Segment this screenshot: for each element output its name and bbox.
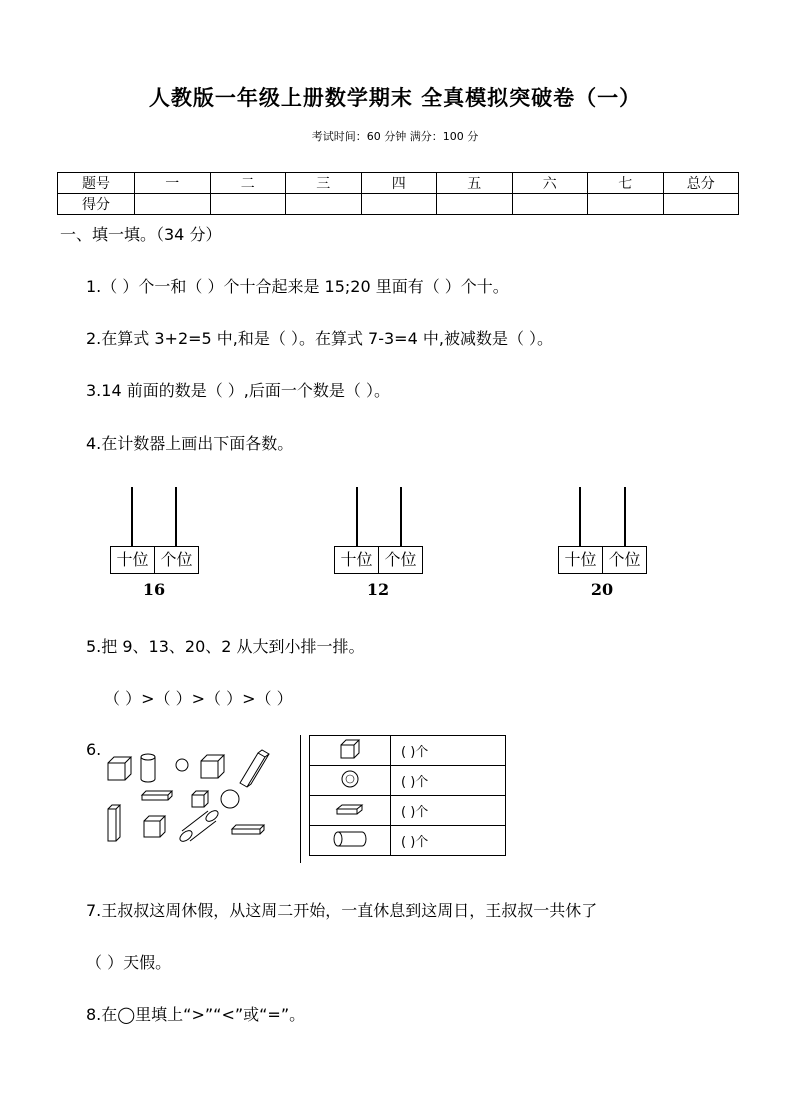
question-3: 3.14 前面的数是（ ）,后面一个数是（ ）。 xyxy=(86,381,390,400)
cube-icon xyxy=(310,736,391,766)
abacus-number: 20 xyxy=(590,580,614,599)
score-header-cell: 一 xyxy=(135,173,211,194)
tens-label: 十位 xyxy=(564,550,597,569)
shape-count-blank[interactable]: ( )个 xyxy=(391,766,506,796)
score-row-label: 得分 xyxy=(58,194,135,215)
section-heading: 一、填一填。（34 分） xyxy=(60,225,222,244)
question-7: 7.王叔叔这周休假，从这周二开始，一直休息到这周日，王叔叔一共休了 xyxy=(86,901,598,920)
cuboid-icon xyxy=(240,750,269,787)
question-1: 1.（ ）个一和（ ）个十合起来是 15;20 里面有（ ）个十。 xyxy=(86,277,509,296)
score-header-cell: 六 xyxy=(512,173,588,194)
ones-rod[interactable] xyxy=(175,487,177,547)
tens-rod[interactable] xyxy=(131,487,133,547)
abacus-number: 12 xyxy=(366,580,390,599)
tens-rod[interactable] xyxy=(356,487,358,547)
score-header-cell: 题号 xyxy=(58,173,135,194)
shape-row xyxy=(310,826,506,856)
score-cell[interactable] xyxy=(286,194,362,215)
cuboid-icon xyxy=(310,796,391,826)
tens-rod[interactable] xyxy=(579,487,581,547)
cube-icon xyxy=(192,791,208,807)
score-cell[interactable] xyxy=(210,194,286,215)
question-5-blanks[interactable]: （ ）>（ ）>（ ）>（ ） xyxy=(104,689,293,708)
question-7-blank[interactable]: （ ）天假。 xyxy=(86,953,172,972)
cylinder-icon xyxy=(141,754,155,782)
abacus-number: 16 xyxy=(142,580,166,599)
cylinder-icon xyxy=(178,809,220,844)
cube-icon xyxy=(108,757,131,780)
tens-label: 十位 xyxy=(116,550,149,569)
page-title: 人教版一年级上册数学期末 全真模拟突破卷（一） xyxy=(148,86,642,110)
ones-label: 个位 xyxy=(378,547,422,573)
score-header-cell: 总分 xyxy=(663,173,739,194)
tens-label: 十位 xyxy=(340,550,373,569)
question-2: 2.在算式 3+2=5 中,和是（ ）。在算式 7-3=4 中,被减数是（ ）。 xyxy=(86,329,554,348)
cuboid-icon xyxy=(108,805,120,841)
shapes-illustration xyxy=(100,745,275,850)
ones-rod[interactable] xyxy=(624,487,626,547)
shape-row xyxy=(310,796,506,826)
score-cell[interactable] xyxy=(361,194,437,215)
score-cell[interactable] xyxy=(135,194,211,215)
shape-count-table xyxy=(309,735,506,856)
score-header-cell: 五 xyxy=(437,173,513,194)
score-header-cell: 二 xyxy=(210,173,286,194)
score-header-cell: 四 xyxy=(361,173,437,194)
place-value-box xyxy=(558,546,647,574)
question-5: 5.把 9、13、20、2 从大到小排一排。 xyxy=(86,637,365,656)
shape-count-blank[interactable]: ( )个 xyxy=(391,826,506,856)
score-table xyxy=(57,172,739,215)
score-cell[interactable] xyxy=(588,194,664,215)
place-value-box xyxy=(110,546,199,574)
shape-row xyxy=(310,766,506,796)
sphere-icon xyxy=(176,759,188,771)
shape-row xyxy=(310,736,506,766)
score-value-row xyxy=(58,194,739,215)
cuboid-icon xyxy=(142,791,172,800)
table-left-border xyxy=(300,735,301,863)
cylinder-icon xyxy=(310,826,391,856)
sphere-icon xyxy=(310,766,391,796)
score-header-row xyxy=(58,173,739,194)
ones-label: 个位 xyxy=(154,547,198,573)
score-header-cell: 三 xyxy=(286,173,362,194)
ones-rod[interactable] xyxy=(400,487,402,547)
question-8: 8.在◯里填上“>”“<”或“=”。 xyxy=(86,1005,306,1024)
score-cell[interactable] xyxy=(663,194,739,215)
exam-info: 考试时间：60 分钟 满分：100 分 xyxy=(311,130,479,143)
place-value-box xyxy=(334,546,423,574)
cube-icon xyxy=(201,755,224,778)
score-header-cell: 七 xyxy=(588,173,664,194)
shape-count-blank[interactable]: ( )个 xyxy=(391,796,506,826)
question-6: 6. xyxy=(86,740,102,759)
ones-label: 个位 xyxy=(602,547,646,573)
cuboid-icon xyxy=(232,825,264,834)
question-4: 4.在计数器上画出下面各数。 xyxy=(86,434,294,453)
score-cell[interactable] xyxy=(437,194,513,215)
sphere-icon xyxy=(221,790,239,808)
cube-icon xyxy=(144,816,165,837)
score-cell[interactable] xyxy=(512,194,588,215)
shape-count-blank[interactable]: ( )个 xyxy=(391,736,506,766)
